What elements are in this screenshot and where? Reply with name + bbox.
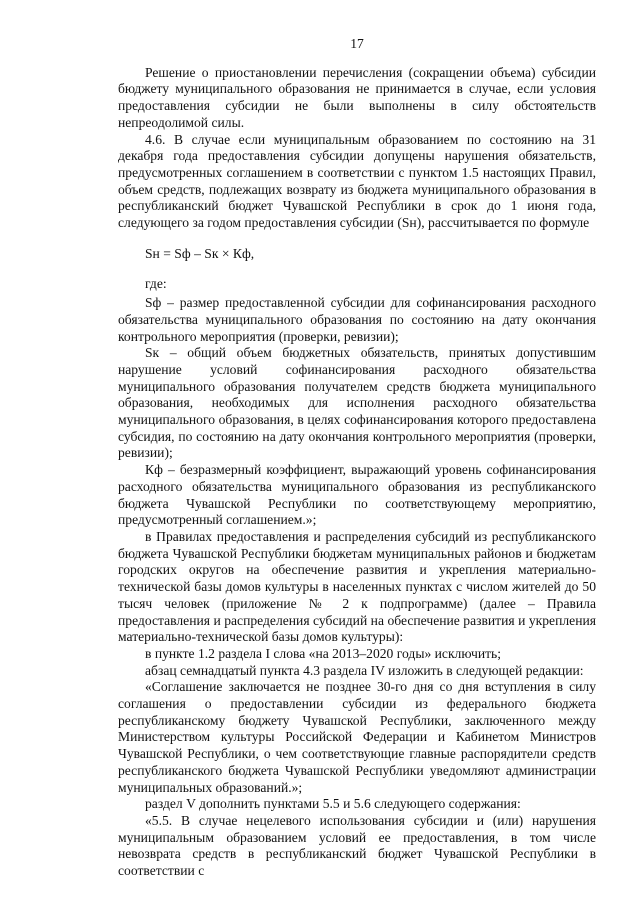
amendment-section-v: раздел V дополнить пунктами 5.5 и 5.6 следующего содержания: (145, 796, 521, 812)
amendment-rules-intro: в Правилах предоставления и распределения субсидий из республиканского бюджета Чувашской Республики бюджетам муниципальных районов и бюджетам городских округов на обеспечение развития и укрепления материально-технической базы домов культуры в населенных пунктах с числом жителей до 50 тысяч человек (приложение № 2 к подпрограмме) (далее – Правила предоставления и распределения субсидий на обеспечение развития и укрепления материально-технической базы домов культуры): (118, 528, 596, 645)
amendment-point-5-5: «5.5. В случае нецелевого использования субсидии и (или) нарушения муниципальным образованием условий ее предоставления, в том числе невозврата средств в республиканский бюджет Чувашской Республики в соответствии с (118, 812, 596, 879)
page-number: 17 (350, 36, 364, 51)
formula: Sн = Sф – Sк × Кф, (145, 245, 255, 261)
amendment-quote-agreement: «Соглашение заключается не позднее 30-го дня со дня вступления в силу соглашения о предоставлении субсидии из федерального бюджета республиканскому бюджету Чувашской Республики, заключенного между Министерством культуры Российской Федерации и Кабинетом Министров Чувашской Республики, о чем соответствующие главные распорядители средств республиканского бюджета Чувашской Республики уведомляют администрации муниципальных образований.»; (118, 679, 596, 795)
where-label: где: (145, 276, 167, 292)
paragraph-4-6: 4.6. В случае если муниципальным образованием по состоянию на 31 декабря года предоставления субсидии допущены нарушения обязательств, предусмотренных соглашением в соответствии с пунктом 1.5 настоящих Правил, объем средств, подлежащих возврату из бюджета муниципального образования в республиканский бюджет Чувашской Республики в срок до 1 июня года, следующего за годом предоставления субсидии (Sн), рассчитывается по формуле (118, 131, 596, 231)
amendment-point-1-2: в пункте 1.2 раздела I слова «на 2013–2020 годы» исключить; (145, 645, 502, 661)
definition-kf: Кф – безразмерный коэффициент, выражающий уровень софинансирования расходного обязательства муниципального образования из республиканского бюджета Чувашской Республики по соответствующему мероприятию, предусмотренный соглашением.»; (118, 462, 596, 528)
paragraph-suspension-decision: Решение о приостановлении перечисления (сокращении объема) субсидии бюджету муниципального образования не принимается в случае, если условия предоставления субсидии не были выполнены в силу обстоятельств непреодолимой силы. (118, 64, 596, 130)
definition-sk: Sк – общий объем бюджетных обязательств, принятых допустившим нарушение условий софинансирования расходного обязательства муниципального образования получателем средств бюджета муниципального образования, необходимых для исполнения расходного обязательства муниципального образования, в целях софинансирования которого предоставлена субсидия, по состоянию на дату окончания контрольного мероприятия (проверки, ревизии); (118, 345, 596, 461)
amendment-paragraph-17: абзац семнадцатый пункта 4.3 раздела IV изложить в следующей редакции: (145, 662, 584, 678)
definition-sf: Sф – размер предоставленной субсидии для софинансирования расходного обязательства муниципального образования по состоянию на дату окончания контрольного мероприятия (проверки, ревизии); (118, 295, 596, 344)
